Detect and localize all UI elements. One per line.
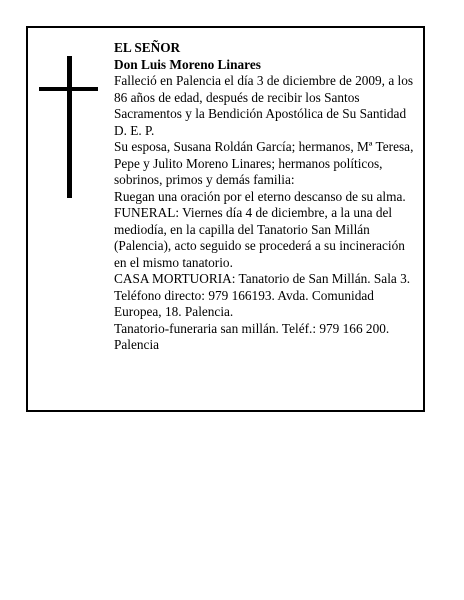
cross-icon-bar — [39, 87, 98, 91]
notice-body — [114, 40, 420, 354]
death-announcement: Falleció en Palencia el día 3 de diciembre de 2009, a los 86 años de edad, después de recibir los Santos Sacramentos y la Bendición Apostólica de Su Santidad D. E. P. — [114, 73, 414, 138]
obituary-notice — [26, 26, 425, 412]
cross-icon — [67, 56, 72, 198]
funeral-home-contact: Tanatorio-funeraria san millán. Teléf.: 979 166 200. Palencia — [114, 320, 390, 352]
family-list: Su esposa, Susana Roldán García; hermanos, Mª Teresa, Pepe y Julito Moreno Linares; hermanos políticos, sobrinos, primos y demás familia: — [114, 139, 414, 187]
deceased-name: Don Luis Moreno Linares — [114, 56, 261, 72]
notice-heading: EL SEÑOR — [114, 40, 181, 55]
prayer-request: Ruegan una oración por el eterno descanso de su alma. — [114, 188, 406, 204]
mortuary-details: CASA MORTUORIA: Tanatorio de San Millán. Sala 3. Teléfono directo: 979 166193. Avda. Comunidad Europea, 18. Palencia. — [114, 271, 411, 319]
funeral-details: FUNERAL: Viernes día 4 de diciembre, a la una del mediodía, en la capilla del Tanatorio San Millán (Palencia), acto seguido se procederá a su incineración en el mismo tanatorio. — [114, 205, 405, 270]
